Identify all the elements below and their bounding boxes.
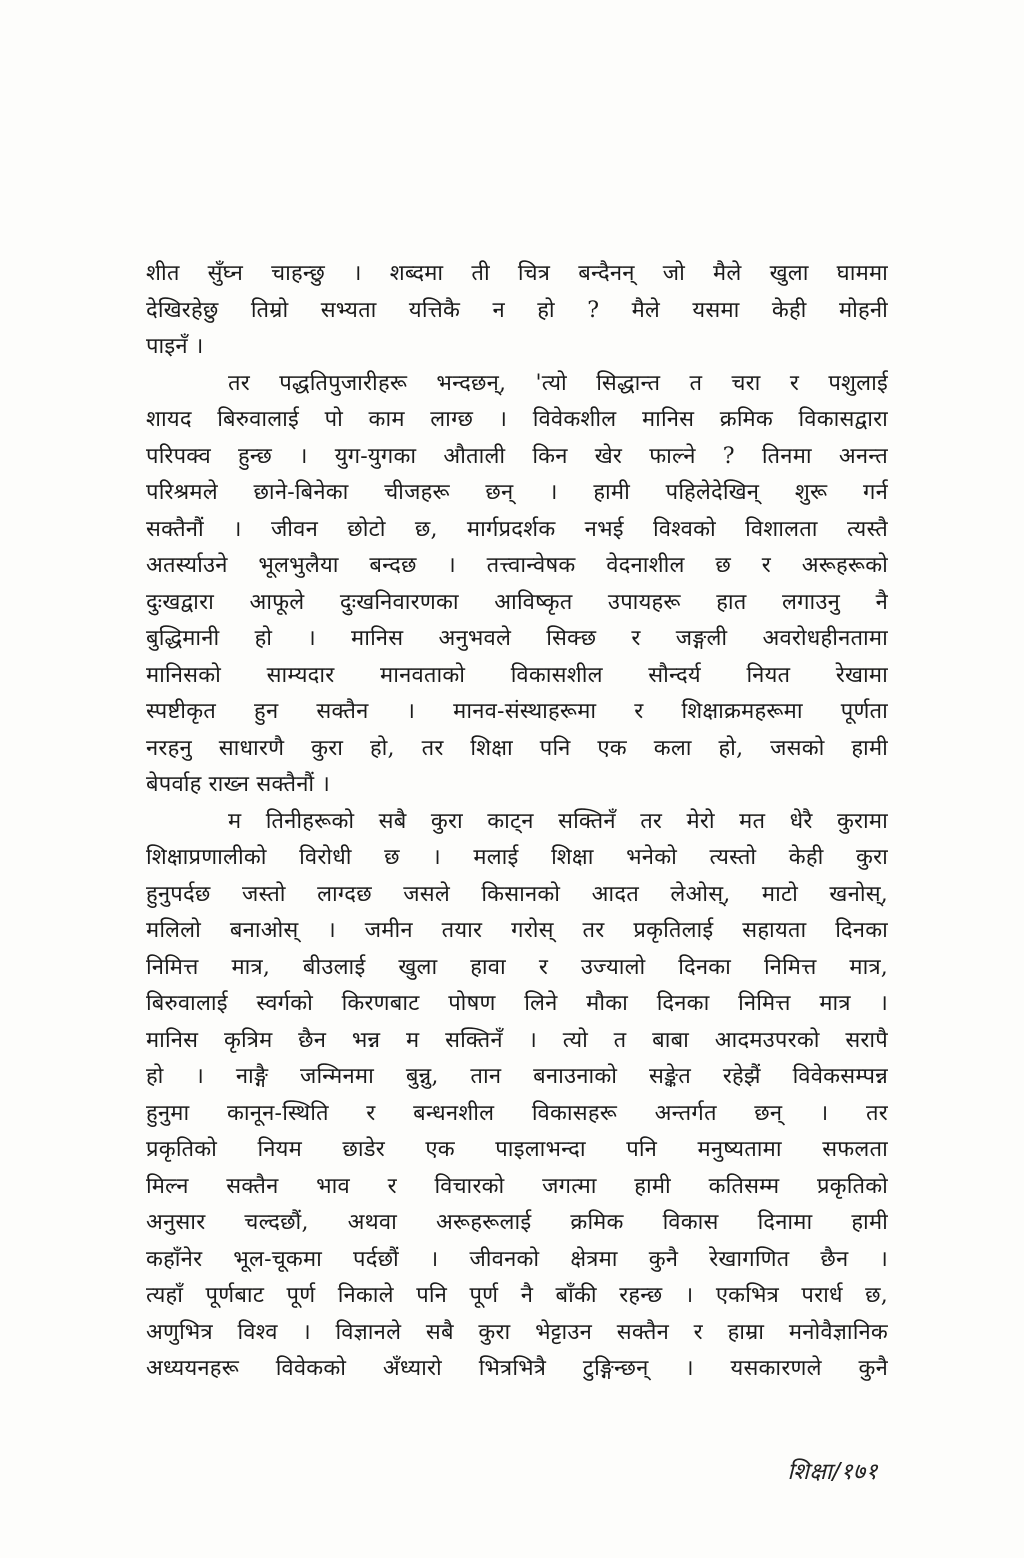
text-line: बुद्धिमानी हो । मानिस अनुभवले सिक्छ र जङ्गली अवरोधहीनतामा [146, 626, 888, 651]
text-line: बेपर्वाह राख्न सक्तैनौं । [146, 772, 331, 797]
text-line: त्यहाँ पूर्णबाट पूर्ण निकाले पनि पूर्ण नै बाँकी रहन्छ । एकभित्र परार्ध छ, [146, 1283, 888, 1308]
text-line: हुनुमा कानून-स्थिति र बन्धनशील विकासहरू अन्तर्गत छन् । तर [146, 1100, 888, 1126]
text-line: अतर्स्याउने भूलभुलैया बन्दछ । तत्त्वान्वेषक वेदनाशील छ र अरूहरूको [146, 553, 888, 578]
text-line: पाइनँ । [146, 334, 204, 359]
text-line: कहाँनेर भूल-चूकमा पर्दछौं । जीवनको क्षेत्रमा कुनै रेखागणित छैन । [146, 1246, 888, 1272]
text-line: शायद बिरुवालाई पो काम लाग्छ । विवेकशील मानिस क्रमिक विकासद्वारा [146, 407, 888, 432]
text-line: स्पष्टीकृत हुन सक्तैन । मानव-संस्थाहरूमा र शिक्षाक्रमहरूमा पूर्णता [146, 699, 888, 724]
text-line: देखिरहेछु तिम्रो सभ्यता यत्तिकै न हो ? मैले यसमा केही मोहनी [146, 297, 888, 323]
body-text [146, 256, 888, 1388]
text-line: प्रकृतिको नियम छाडेर एक पाइलाभन्दा पनि मनुष्यतामा सफलता [146, 1137, 888, 1162]
text-line: अनुसार चल्दछौं, अथवा अरूहरूलाई क्रमिक विकास दिनामा हामी [146, 1210, 888, 1235]
text-line: अध्ययनहरू विवेकको अँध्यारो भित्रभित्रै टुङ्गिन्छन् । यसकारणले कुनै [146, 1356, 888, 1381]
text-line: मिल्न सक्तैन भाव र विचारको जगत्मा हामी कतिसम्म प्रकृतिको [146, 1173, 888, 1199]
text-line: हो । नाङ्गै जन्मिनमा बुन्नु, तान बनाउनाको सङ्केत रहेझैं विवेकसम्पन्न [146, 1064, 888, 1089]
text-line: शीत सुँघ्न चाहन्छु । शब्दमा ती चित्र बन्दैनन् जो मैले खुला घाममा [146, 261, 888, 286]
text-line: निमित्त मात्र, बीउलाई खुला हावा र उज्यालो दिनका निमित्त मात्र, [146, 954, 888, 980]
text-line: सक्तैनौं । जीवन छोटो छ, मार्गप्रदर्शक नभई विश्वको विशालता त्यस्तै [146, 516, 888, 542]
text-line: परिश्रमले छाने-बिनेका चीजहरू छन् । हामी पहिलेदेखिन् शुरू गर्न [146, 480, 888, 505]
text-line: शिक्षाप्रणालीको विरोधी छ । मलाई शिक्षा भनेको त्यस्तो केही कुरा [146, 845, 888, 870]
text-line: नरहनु साधारणै कुरा हो, तर शिक्षा पनि एक कला हो, जसको हामी [146, 735, 888, 761]
text-line: मानिस कृत्रिम छैन भन्न म सक्तिनँ । त्यो त बाबा आदमउपरको सरापै [146, 1027, 888, 1053]
text-line: मानिसको साम्यदार मानवताको विकासशील सौन्दर्य नियत रेखामा [146, 662, 888, 688]
running-footer: शिक्षा/१७१ [787, 1459, 878, 1485]
paragraph-first-line: तर पद्धतिपुजारीहरू भन्दछन्, 'त्यो सिद्धान्त त चरा र पशुलाई [228, 370, 888, 396]
text-line: परिपक्व हुन्छ । युग-युगका औताली किन खेर फाल्ने ? तिनमा अनन्त [146, 443, 888, 469]
paragraph-first-line: म तिनीहरूको सबै कुरा काट्न सक्तिनँ तर मेरो मत धेरै कुरामा [228, 808, 888, 834]
text-line: बिरुवालाई स्वर्गको किरणबाट पोषण लिने मौका दिनका निमित्त मात्र । [146, 991, 888, 1016]
text-line: अणुभित्र विश्व । विज्ञानले सबै कुरा भेट्टाउन सक्तैन र हाम्रा मनोवैज्ञानिक [146, 1319, 888, 1345]
text-line: हुनुपर्दछ जस्तो लाग्दछ जसले किसानको आदत लेओस्, माटो खनोस्, [146, 881, 888, 907]
text-line: मलिलो बनाओस् । जमीन तयार गरोस् तर प्रकृतिलाई सहायता दिनका [146, 918, 888, 943]
text-line: दुःखद्वारा आफूले दुःखनिवारणका आविष्कृत उपायहरू हात लगाउनु नै [146, 589, 888, 615]
